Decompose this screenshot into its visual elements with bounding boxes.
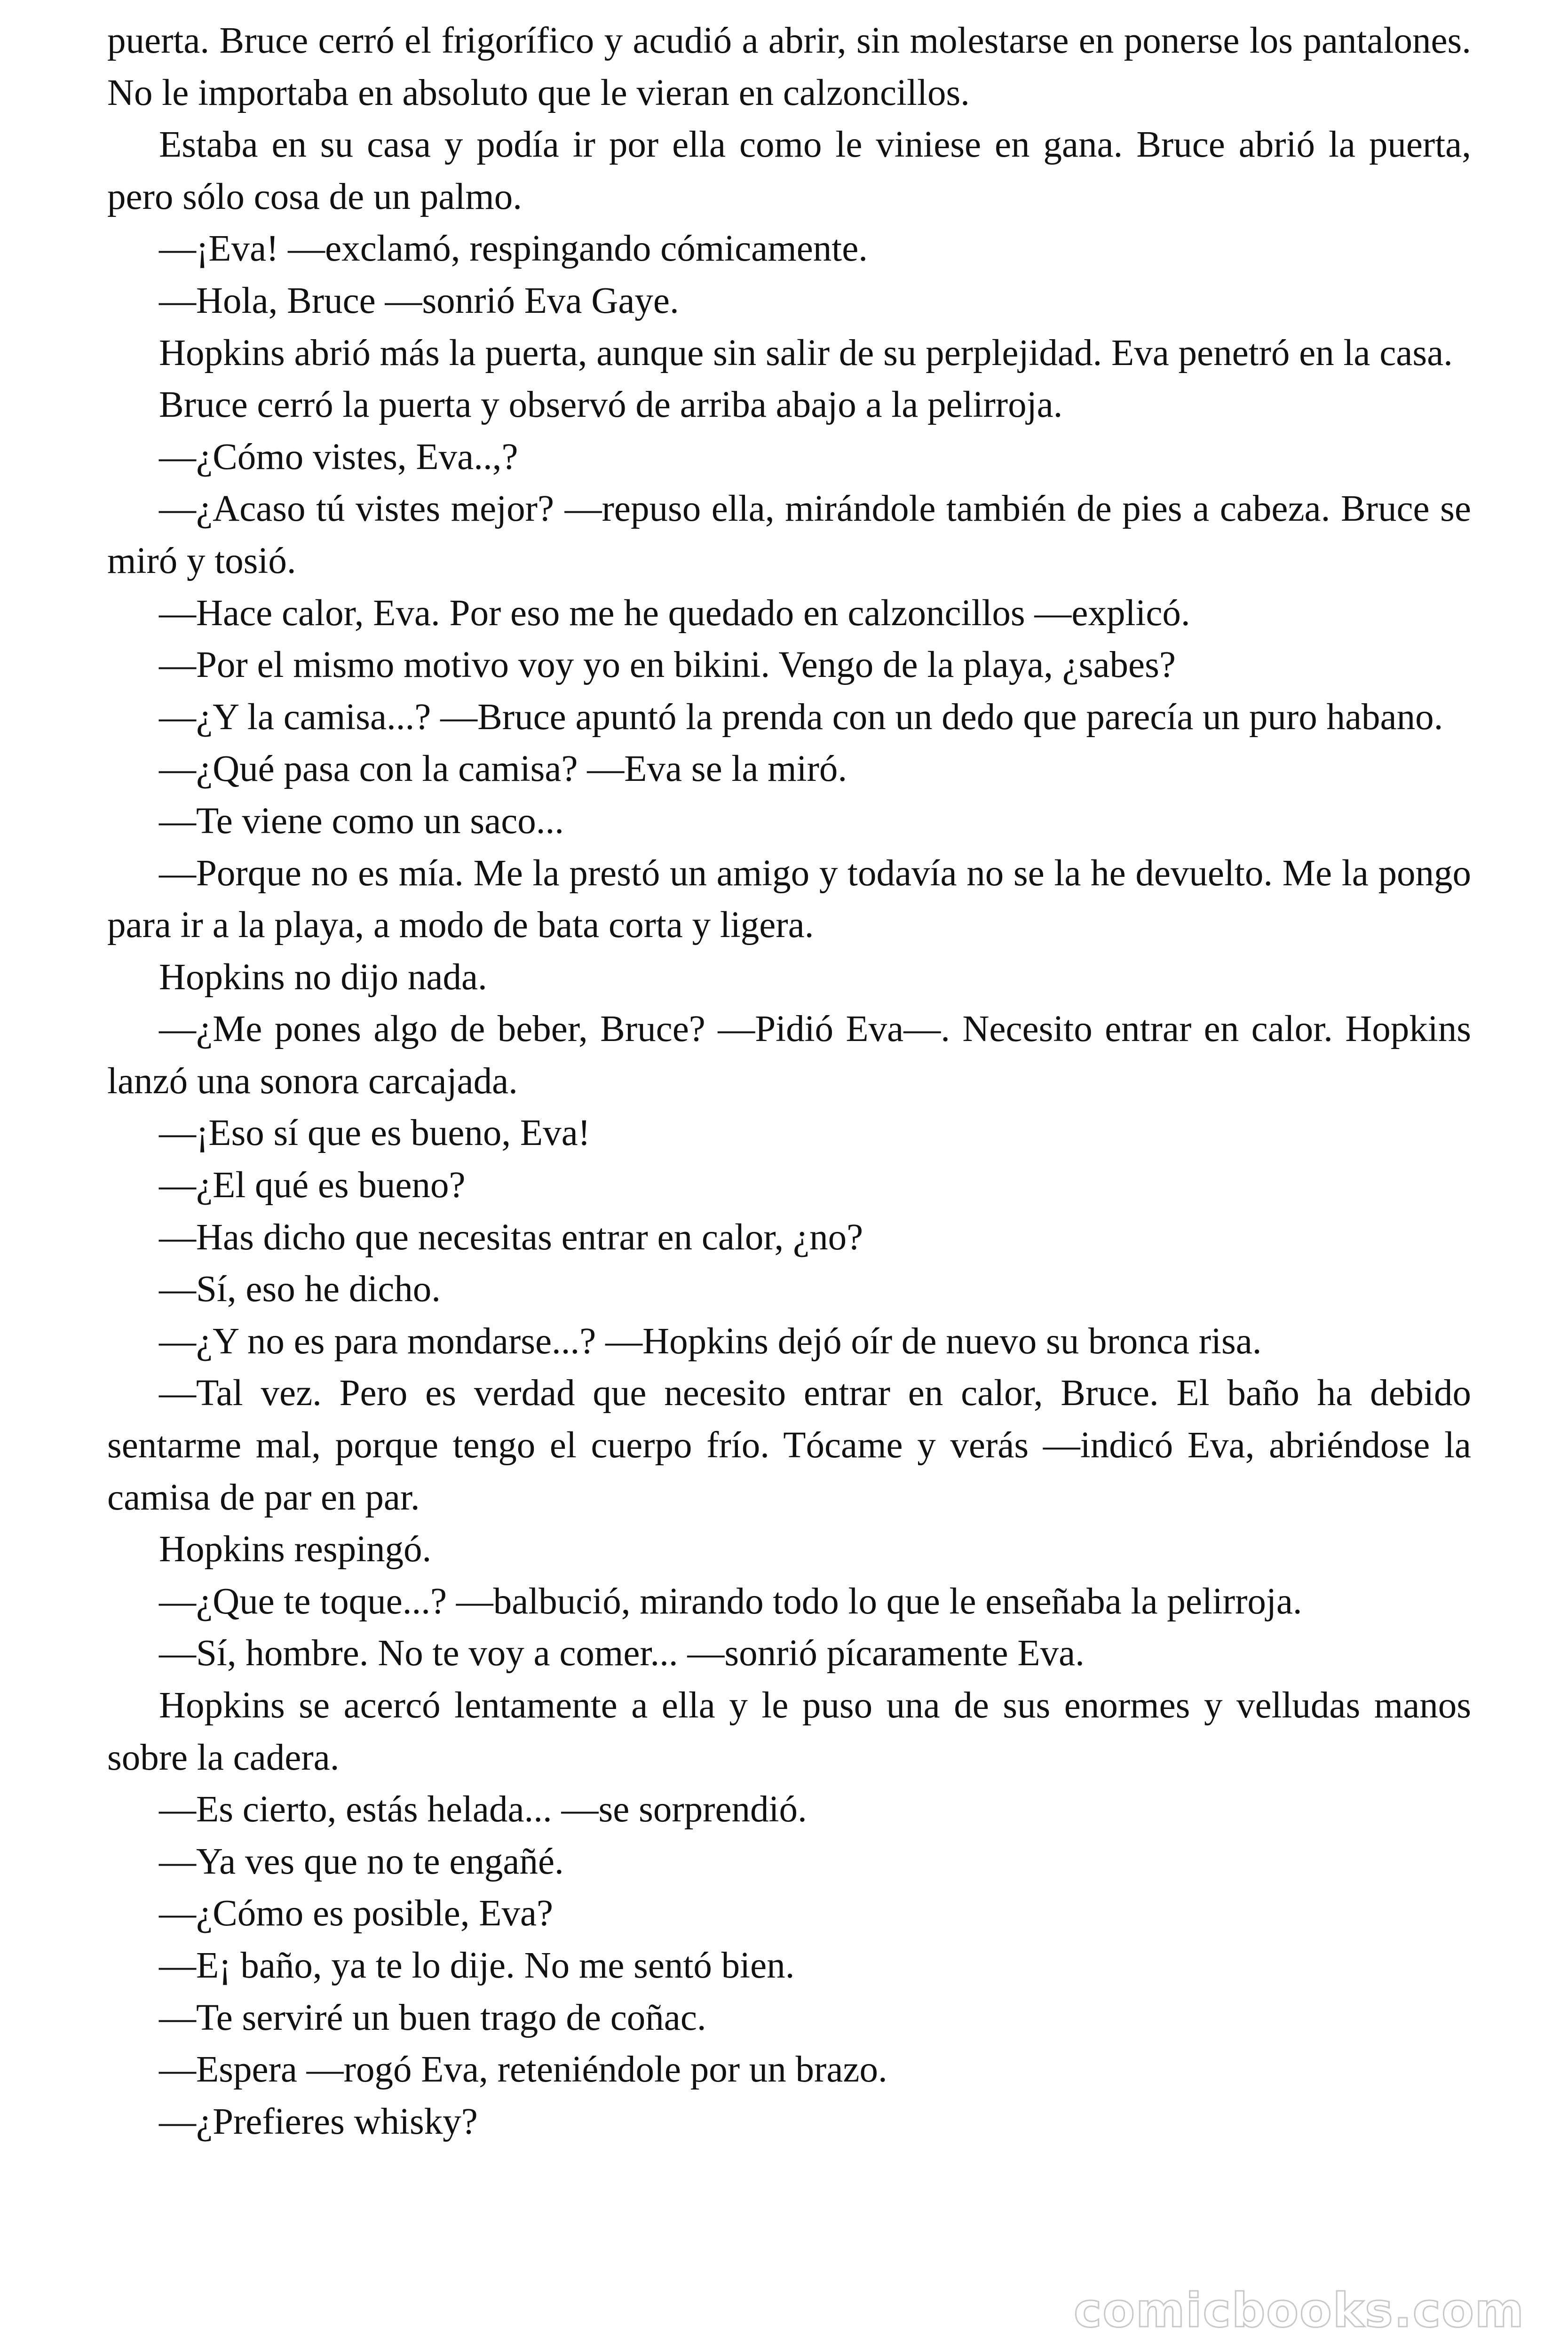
paragraph: —Por el mismo motivo voy yo en bikini. Vengo de la playa, ¿sabes?: [159, 644, 1176, 686]
paragraph: —Te viene como un saco...: [159, 800, 564, 842]
paragraph: Estaba en su casa y podía ir por ella como le viniese en gana. Bruce abrió la puerta, pero sólo cosa de un palmo.: [107, 124, 1471, 217]
paragraph: —Es cierto, estás helada... —se sorprendió.: [159, 1789, 807, 1830]
paragraph: —¿Que te toque...? —balbució, mirando todo lo que le enseñaba la pelirroja.: [159, 1581, 1302, 1622]
paragraph: —Has dicho que necesitas entrar en calor, ¿no?: [159, 1216, 863, 1258]
paragraph: —¿Qué pasa con la camisa? —Eva se la miró.: [159, 748, 847, 790]
paragraph: —Sí, hombre. No te voy a comer... —sonrió pícaramente Eva.: [159, 1633, 1085, 1674]
body-text: [107, 15, 1471, 2148]
paragraph: —¿Cómo vistes, Eva..,?: [159, 436, 518, 477]
paragraph: —Hace calor, Eva. Por eso me he quedado en calzoncillos —explicó.: [159, 592, 1190, 634]
paragraph: Hopkins se acercó lentamente a ella y le puso una de sus enormes y velludas manos sobre la cadera.: [107, 1685, 1471, 1778]
paragraph: —Porque no es mía. Me la prestó un amigo y todavía no se la he devuelto. Me la pongo para ir a la playa, a modo de bata corta y ligera.: [107, 852, 1471, 946]
paragraph: —¿El qué es bueno?: [159, 1165, 466, 1206]
paragraph: Hopkins abrió más la puerta, aunque sin salir de su perplejidad. Eva penetró en la casa.: [159, 332, 1453, 373]
paragraph: Hopkins respingó.: [159, 1529, 432, 1570]
paragraph: —¿Cómo es posible, Eva?: [159, 1893, 554, 1934]
paragraph: —Ya ves que no te engañé.: [159, 1841, 564, 1882]
paragraph: Bruce cerró la puerta y observó de arriba abajo a la pelirroja.: [159, 384, 1063, 426]
watermark: comicbooks.com: [1074, 2283, 1525, 2338]
paragraph: —¿Me pones algo de beber, Bruce? —Pidió Eva—. Necesito entrar en calor. Hopkins lanzó una sonora carcajada.: [107, 1009, 1471, 1102]
paragraph: —E¡ baño, ya te lo dije. No me sentó bien.: [159, 1945, 795, 1986]
paragraph: —Hola, Bruce —sonrió Eva Gaye.: [159, 280, 679, 321]
paragraph: puerta. Bruce cerró el frigorífico y acudió a abrir, sin molestarse en ponerse los pantalones. No le importaba en absoluto que le vieran en calzoncillos.: [107, 20, 1471, 113]
paragraph: —Tal vez. Pero es verdad que necesito entrar en calor, Bruce. El baño ha debido sentarme mal, porque tengo el cuerpo frío. Tócame y verás —indicó Eva, abriéndose la camisa de par en par.: [107, 1373, 1471, 1518]
paragraph: —¿Y no es para mondarse...? —Hopkins dejó oír de nuevo su bronca risa.: [159, 1320, 1262, 1362]
paragraph: —Sí, eso he dicho.: [159, 1269, 441, 1310]
paragraph: —¿Acaso tú vistes mejor? —repuso ella, mirándole también de pies a cabeza. Bruce se miró y tosió.: [107, 488, 1471, 581]
paragraph: —¿Y la camisa...? —Bruce apuntó la prenda con un dedo que parecía un puro habano.: [159, 696, 1443, 738]
paragraph: —¡Eva! —exclamó, respingando cómicamente.: [159, 228, 868, 270]
paragraph: —¿Prefieres whisky?: [159, 2101, 478, 2142]
paragraph: —¡Eso sí que es bueno, Eva!: [159, 1112, 591, 1154]
paragraph: —Espera —rogó Eva, reteniéndole por un brazo.: [159, 2049, 887, 2090]
paragraph: —Te serviré un buen trago de coñac.: [159, 1997, 706, 2038]
paragraph: Hopkins no dijo nada.: [159, 956, 487, 998]
